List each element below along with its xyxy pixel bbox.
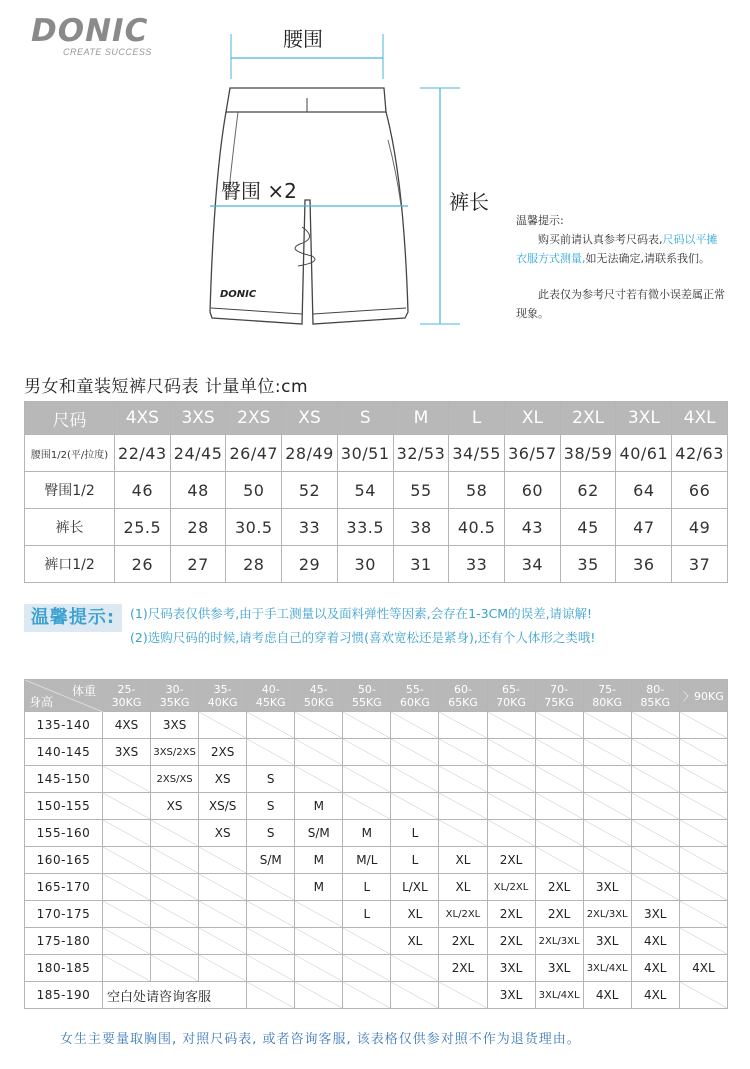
weight-header: 65-70KG bbox=[487, 680, 535, 712]
size-recommendation: 2XL bbox=[487, 928, 535, 955]
size-cell: 35 bbox=[560, 546, 616, 583]
tips-line-2: 此表仅为参考尺寸若有微小误差属正常现象。 bbox=[516, 288, 725, 320]
height-row bbox=[25, 766, 728, 793]
size-recommendation: 4XL bbox=[583, 982, 631, 1009]
size-cell: 33 bbox=[449, 546, 505, 583]
empty-cell bbox=[583, 712, 631, 739]
height-cell: 170-175 bbox=[25, 901, 103, 928]
brand-tagline: CREATE SUCCESS bbox=[63, 47, 152, 57]
size-cell: 42/63 bbox=[672, 435, 728, 472]
shorts-logo: DONIC bbox=[220, 289, 257, 300]
size-cell: 49 bbox=[672, 509, 728, 546]
empty-cell bbox=[679, 928, 727, 955]
size-row bbox=[25, 509, 728, 546]
empty-cell bbox=[487, 820, 535, 847]
empty-cell bbox=[295, 901, 343, 928]
size-cell: 46 bbox=[115, 472, 171, 509]
size-header-row bbox=[25, 402, 728, 435]
size-cell: 28 bbox=[226, 546, 282, 583]
height-axis-label: 身高 bbox=[29, 695, 54, 709]
size-recommendation: 2XS bbox=[199, 739, 247, 766]
waist-label: 腰围 bbox=[283, 27, 323, 51]
size-recommendation: 3XS/2XS bbox=[151, 739, 199, 766]
size-cell: 29 bbox=[282, 546, 338, 583]
empty-cell bbox=[295, 955, 343, 982]
empty-cell bbox=[103, 955, 151, 982]
size-recommendation: 2XL bbox=[487, 901, 535, 928]
size-header-l: L bbox=[449, 402, 505, 435]
shorts-drawing bbox=[0, 0, 520, 345]
size-recommendation: S bbox=[247, 793, 295, 820]
size-cell: 26 bbox=[115, 546, 171, 583]
size-header-xs: XS bbox=[282, 402, 338, 435]
height-row bbox=[25, 739, 728, 766]
size-recommendation: 3XL bbox=[583, 874, 631, 901]
size-cell: 43 bbox=[505, 509, 561, 546]
size-cell: 31 bbox=[393, 546, 449, 583]
size-recommendation: 3XS bbox=[103, 739, 151, 766]
empty-cell bbox=[247, 955, 295, 982]
empty-cell bbox=[295, 982, 343, 1009]
empty-cell bbox=[679, 820, 727, 847]
empty-cell bbox=[343, 982, 391, 1009]
size-cell: 38 bbox=[393, 509, 449, 546]
size-header-s: S bbox=[337, 402, 393, 435]
size-recommendation: L bbox=[343, 901, 391, 928]
size-header-3xs: 3XS bbox=[170, 402, 226, 435]
size-recommendation: M bbox=[295, 847, 343, 874]
size-cell: 34/55 bbox=[449, 435, 505, 472]
size-cell: 40/61 bbox=[616, 435, 672, 472]
size-recommendation: 3XL bbox=[487, 955, 535, 982]
size-cell: 40.5 bbox=[449, 509, 505, 546]
size-recommendation: XL bbox=[391, 928, 439, 955]
size-row bbox=[25, 546, 728, 583]
height-row bbox=[25, 982, 728, 1009]
size-row bbox=[25, 435, 728, 472]
height-cell: 150-155 bbox=[25, 793, 103, 820]
height-row bbox=[25, 847, 728, 874]
size-cell: 38/59 bbox=[560, 435, 616, 472]
size-recommendation: 2XL bbox=[535, 901, 583, 928]
size-recommendation: XL/2XL bbox=[487, 874, 535, 901]
tips-title: 温馨提示: bbox=[516, 214, 564, 227]
height-cell: 165-170 bbox=[25, 874, 103, 901]
brand-name: DONIC bbox=[31, 13, 149, 49]
empty-cell bbox=[631, 847, 679, 874]
size-recommendation: 4XL bbox=[679, 955, 727, 982]
size-recommendation: 2XL bbox=[487, 847, 535, 874]
size-cell: 55 bbox=[393, 472, 449, 509]
size-recommendation: 2XL bbox=[439, 928, 487, 955]
size-recommendation: 3XL bbox=[583, 928, 631, 955]
size-recommendation: M bbox=[343, 820, 391, 847]
right-hem-line bbox=[313, 308, 406, 314]
size-cell: 47 bbox=[616, 509, 672, 546]
empty-cell bbox=[295, 712, 343, 739]
size-cell: 28/49 bbox=[282, 435, 338, 472]
size-cell: 28 bbox=[170, 509, 226, 546]
size-cell: 33.5 bbox=[337, 509, 393, 546]
empty-cell bbox=[583, 847, 631, 874]
empty-cell bbox=[583, 820, 631, 847]
empty-cell bbox=[391, 712, 439, 739]
weight-height-table bbox=[24, 679, 728, 1009]
empty-cell bbox=[199, 847, 247, 874]
size-recommendation: 4XL bbox=[631, 955, 679, 982]
weight-axis-label: 体重 bbox=[71, 684, 96, 698]
empty-cell bbox=[439, 793, 487, 820]
empty-cell bbox=[247, 712, 295, 739]
empty-cell bbox=[103, 928, 151, 955]
size-row-label: 裤长 bbox=[25, 509, 115, 546]
empty-cell bbox=[679, 874, 727, 901]
size-row-label: 腰围1/2(平/拉度) bbox=[25, 435, 115, 472]
left-hem-line bbox=[211, 308, 302, 314]
weight-header: 70-75KG bbox=[535, 680, 583, 712]
empty-cell bbox=[679, 739, 727, 766]
size-recommendation: 4XL bbox=[631, 928, 679, 955]
length-label: 裤长 bbox=[449, 190, 489, 214]
empty-cell bbox=[343, 712, 391, 739]
height-row bbox=[25, 793, 728, 820]
size-header-m: M bbox=[393, 402, 449, 435]
size-recommendation: 3XS bbox=[151, 712, 199, 739]
size-recommendation: 4XS bbox=[103, 712, 151, 739]
waistband bbox=[226, 88, 386, 112]
size-row-label: 臀围1/2 bbox=[25, 472, 115, 509]
size-header-xl: XL bbox=[505, 402, 561, 435]
size-cell: 30.5 bbox=[226, 509, 282, 546]
weight-header: 25-30KG bbox=[103, 680, 151, 712]
empty-cell bbox=[631, 820, 679, 847]
empty-cell bbox=[343, 739, 391, 766]
height-cell: 140-145 bbox=[25, 739, 103, 766]
weight-header: 35-40KG bbox=[199, 680, 247, 712]
size-recommendation: XS bbox=[199, 820, 247, 847]
size-cell: 48 bbox=[170, 472, 226, 509]
empty-cell bbox=[103, 766, 151, 793]
size-recommendation: XL/2XL bbox=[439, 901, 487, 928]
size-header-3xl: 3XL bbox=[616, 402, 672, 435]
size-recommendation: S/M bbox=[247, 847, 295, 874]
size-cell: 24/45 bbox=[170, 435, 226, 472]
size-cell: 36/57 bbox=[505, 435, 561, 472]
size-recommendation: L bbox=[391, 820, 439, 847]
size-recommendation: 4XL bbox=[631, 982, 679, 1009]
hip-label: 臀围 ×2 bbox=[221, 179, 297, 203]
size-cell: 27 bbox=[170, 546, 226, 583]
empty-cell bbox=[535, 793, 583, 820]
height-cell: 155-160 bbox=[25, 820, 103, 847]
empty-cell bbox=[247, 874, 295, 901]
footer-note: 女生主要量取胸围, 对照尺码表, 或者咨询客服, 该表格仅供参对照不作为退货理由。 bbox=[60, 1032, 581, 1047]
empty-cell bbox=[151, 955, 199, 982]
empty-cell bbox=[583, 739, 631, 766]
size-recommendation: 3XL/4XL bbox=[583, 955, 631, 982]
weight-header: 30-35KG bbox=[151, 680, 199, 712]
empty-cell bbox=[439, 712, 487, 739]
size-recommendation: XL bbox=[439, 874, 487, 901]
empty-cell bbox=[199, 712, 247, 739]
size-chart-title: 男女和童装短裤尺码表 计量单位:cm bbox=[24, 377, 309, 397]
empty-cell bbox=[679, 982, 727, 1009]
empty-cell bbox=[343, 766, 391, 793]
height-cell: 160-165 bbox=[25, 847, 103, 874]
tips-line-1-highlight: 尺码以平摊衣服方式测量, bbox=[516, 233, 718, 265]
tips-line-1-b: 如无法确定,请联系我们。 bbox=[585, 252, 710, 265]
empty-cell bbox=[391, 766, 439, 793]
empty-cell bbox=[439, 766, 487, 793]
empty-cell bbox=[103, 874, 151, 901]
empty-cell bbox=[343, 955, 391, 982]
size-cell: 45 bbox=[560, 509, 616, 546]
empty-cell bbox=[631, 739, 679, 766]
size-cell: 54 bbox=[337, 472, 393, 509]
empty-cell bbox=[631, 793, 679, 820]
height-row bbox=[25, 712, 728, 739]
weight-header: 75-80KG bbox=[583, 680, 631, 712]
size-recommendation: XS bbox=[151, 793, 199, 820]
empty-cell bbox=[295, 766, 343, 793]
empty-cell bbox=[199, 901, 247, 928]
empty-cell bbox=[151, 928, 199, 955]
empty-cell bbox=[535, 712, 583, 739]
size-cell: 66 bbox=[672, 472, 728, 509]
size-cell: 64 bbox=[616, 472, 672, 509]
size-recommendation: 2XL bbox=[535, 874, 583, 901]
empty-cell bbox=[103, 820, 151, 847]
height-row bbox=[25, 928, 728, 955]
size-cell: 22/43 bbox=[115, 435, 171, 472]
size-recommendation: 2XS/XS bbox=[151, 766, 199, 793]
empty-cell bbox=[487, 712, 535, 739]
size-recommendation: L bbox=[391, 847, 439, 874]
empty-cell bbox=[487, 739, 535, 766]
size-header-label: 尺码 bbox=[25, 402, 115, 435]
size-recommendation: 2XL/3XL bbox=[583, 901, 631, 928]
tips-line-1-a: 购买前请认真参考尺码表, bbox=[538, 233, 663, 246]
size-recommendation: 3XL bbox=[487, 982, 535, 1009]
tips-box bbox=[516, 211, 726, 323]
size-cell: 60 bbox=[505, 472, 561, 509]
empty-cell bbox=[439, 820, 487, 847]
height-row bbox=[25, 820, 728, 847]
empty-cell bbox=[439, 739, 487, 766]
empty-cell bbox=[343, 928, 391, 955]
empty-cell bbox=[535, 766, 583, 793]
empty-cell bbox=[199, 874, 247, 901]
weight-header: 40-45KG bbox=[247, 680, 295, 712]
table-corner bbox=[25, 680, 103, 712]
empty-cell bbox=[295, 739, 343, 766]
reminder-lines bbox=[130, 602, 595, 650]
size-recommendation: XS bbox=[199, 766, 247, 793]
weight-header: 60-65KG bbox=[439, 680, 487, 712]
size-recommendation: M/L bbox=[343, 847, 391, 874]
size-cell: 37 bbox=[672, 546, 728, 583]
size-cell: 62 bbox=[560, 472, 616, 509]
shorts-diagram bbox=[0, 0, 520, 345]
weight-header: 50-55KG bbox=[343, 680, 391, 712]
size-recommendation: L bbox=[343, 874, 391, 901]
size-chart-table bbox=[24, 401, 728, 583]
empty-cell bbox=[151, 847, 199, 874]
size-header-4xs: 4XS bbox=[115, 402, 171, 435]
height-row bbox=[25, 874, 728, 901]
empty-cell bbox=[103, 901, 151, 928]
reminder-line-1: (1)尺码表仅供参考,由于手工测量以及面料弹性等因素,会存在1-3CM的误差,请谅解! bbox=[130, 606, 593, 621]
height-cell: 180-185 bbox=[25, 955, 103, 982]
size-cell: 50 bbox=[226, 472, 282, 509]
size-header-2xl: 2XL bbox=[560, 402, 616, 435]
empty-cell bbox=[679, 847, 727, 874]
size-cell: 25.5 bbox=[115, 509, 171, 546]
empty-cell bbox=[631, 766, 679, 793]
height-cell: 185-190 bbox=[25, 982, 103, 1009]
size-cell: 32/53 bbox=[393, 435, 449, 472]
empty-cell bbox=[679, 712, 727, 739]
weight-header: 80-85KG bbox=[631, 680, 679, 712]
empty-cell bbox=[391, 955, 439, 982]
size-cell: 36 bbox=[616, 546, 672, 583]
size-cell: 30/51 bbox=[337, 435, 393, 472]
size-cell: 52 bbox=[282, 472, 338, 509]
empty-cell bbox=[391, 982, 439, 1009]
size-recommendation: 2XL/3XL bbox=[535, 928, 583, 955]
height-row bbox=[25, 955, 728, 982]
reminder-badge: 温馨提示: bbox=[24, 604, 122, 632]
height-cell: 175-180 bbox=[25, 928, 103, 955]
empty-cell bbox=[151, 901, 199, 928]
empty-cell bbox=[343, 793, 391, 820]
empty-cell bbox=[535, 847, 583, 874]
empty-cell bbox=[103, 847, 151, 874]
size-recommendation: XL bbox=[439, 847, 487, 874]
size-recommendation: S/M bbox=[295, 820, 343, 847]
empty-cell bbox=[151, 820, 199, 847]
reminder-line-2: (2)选购尺码的时候,请考虑自己的穿着习惯(喜欢宽松还是紧身),还有个人体形之类哦! bbox=[130, 630, 596, 645]
size-cell: 33 bbox=[282, 509, 338, 546]
weight-header: 〉90KG bbox=[679, 680, 727, 712]
empty-cell bbox=[247, 901, 295, 928]
empty-cell bbox=[391, 739, 439, 766]
height-cell: 145-150 bbox=[25, 766, 103, 793]
empty-cell bbox=[631, 712, 679, 739]
empty-cell bbox=[679, 793, 727, 820]
weight-header: 55-60KG bbox=[391, 680, 439, 712]
size-recommendation: 3XL bbox=[631, 901, 679, 928]
empty-cell bbox=[391, 793, 439, 820]
contact-note: 空白处请咨询客服 bbox=[103, 982, 247, 1009]
empty-cell bbox=[247, 982, 295, 1009]
size-cell: 30 bbox=[337, 546, 393, 583]
empty-cell bbox=[103, 793, 151, 820]
tips-line-1 bbox=[516, 230, 726, 268]
size-recommendation: L/XL bbox=[391, 874, 439, 901]
size-recommendation: M bbox=[295, 793, 343, 820]
empty-cell bbox=[199, 955, 247, 982]
empty-cell bbox=[439, 982, 487, 1009]
empty-cell bbox=[535, 820, 583, 847]
empty-cell bbox=[583, 793, 631, 820]
size-header-4xl: 4XL bbox=[672, 402, 728, 435]
empty-cell bbox=[583, 766, 631, 793]
size-cell: 34 bbox=[505, 546, 561, 583]
empty-cell bbox=[487, 793, 535, 820]
height-cell: 135-140 bbox=[25, 712, 103, 739]
size-row-label: 裤口1/2 bbox=[25, 546, 115, 583]
weight-header-row bbox=[25, 680, 728, 712]
size-recommendation: XS/S bbox=[199, 793, 247, 820]
size-recommendation: 2XL bbox=[439, 955, 487, 982]
empty-cell bbox=[487, 766, 535, 793]
size-recommendation: S bbox=[247, 820, 295, 847]
size-recommendation: 3XL/4XL bbox=[535, 982, 583, 1009]
empty-cell bbox=[295, 928, 343, 955]
empty-cell bbox=[631, 874, 679, 901]
size-cell: 58 bbox=[449, 472, 505, 509]
empty-cell bbox=[535, 739, 583, 766]
empty-cell bbox=[199, 928, 247, 955]
empty-cell bbox=[151, 874, 199, 901]
size-recommendation: 3XL bbox=[535, 955, 583, 982]
height-row bbox=[25, 901, 728, 928]
empty-cell bbox=[247, 739, 295, 766]
empty-cell bbox=[679, 766, 727, 793]
size-recommendation: S bbox=[247, 766, 295, 793]
size-recommendation: M bbox=[295, 874, 343, 901]
weight-header: 45-50KG bbox=[295, 680, 343, 712]
size-row bbox=[25, 472, 728, 509]
size-header-2xs: 2XS bbox=[226, 402, 282, 435]
size-recommendation: XL bbox=[391, 901, 439, 928]
empty-cell bbox=[247, 928, 295, 955]
empty-cell bbox=[679, 901, 727, 928]
size-cell: 26/47 bbox=[226, 435, 282, 472]
